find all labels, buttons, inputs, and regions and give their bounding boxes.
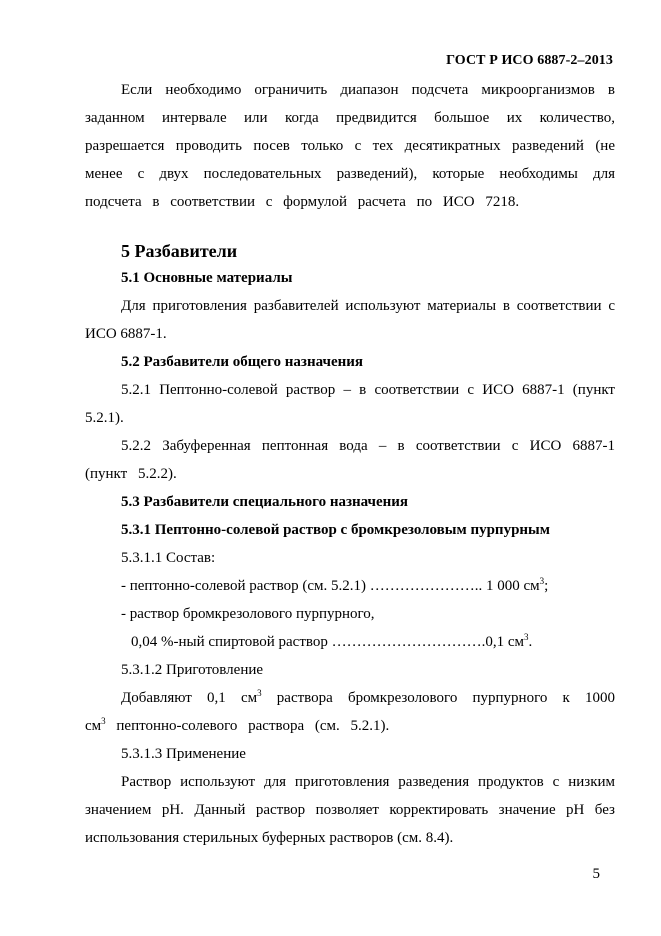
- section-5-3-title: 5.3 Разбавители специального назначения: [121, 494, 409, 510]
- section-5-2-1-text: 5.2.1 Пептонно-солевой раствор – в соответствии с ИСО 6887-1 (пункт 5.2.1).: [85, 382, 615, 426]
- composition-item-2-sup: 3: [524, 632, 529, 642]
- section-5-3-1-3-text: Раствор используют для приготовления разведения продуктов с низким значением pH. Данный раствор позволяет корректировать значение pH без использования стерильных буферных растворов (см. 8.4).: [85, 774, 615, 846]
- section-5-title: 5 Разбавители: [121, 241, 238, 261]
- composition-item-2: - раствор бромкрезолового пурпурного,: [121, 606, 375, 622]
- section-5-3-1-2-label: 5.3.1.2 Приготовление: [121, 662, 264, 678]
- section-5-3-1-2-text: [85, 684, 615, 740]
- section-5-3-1-3-label: 5.3.1.3 Применение: [121, 746, 246, 762]
- prep-sup-b: 3: [101, 716, 106, 726]
- composition-item-1-sup: 3: [539, 576, 545, 586]
- section-5-3-1-title: 5.3.1 Пептонно-солевой раствор с бромкрезоловым пурпурным: [121, 522, 550, 538]
- composition-item-1: [85, 572, 615, 600]
- section-5-1-text: Для приготовления разбавителей используют материалы в соответствии с ИСО 6887-1.: [85, 298, 615, 342]
- prep-text-a: Добавляют 0,1 см: [121, 690, 258, 706]
- section-5-2-title: 5.2 Разбавители общего назначения: [121, 354, 364, 370]
- composition-item-1-text: - пептонно-солевой раствор (см. 5.2.1) ………………….. 1 000 см: [121, 578, 540, 594]
- composition-item-2-cont-text: 0,04 %-ный спиртовой раствор ………………………….0,1 см: [131, 634, 525, 650]
- composition-item-2-end: .: [528, 634, 533, 650]
- section-5-2-2-text: 5.2.2 Забуференная пептонная вода – в соответствии с ИСО 6887-1 (пункт 5.2.2).: [85, 438, 615, 482]
- composition-item-2-cont: [85, 628, 615, 656]
- document-header: ГОСТ Р ИСО 6887-2–2013: [446, 53, 613, 68]
- document-body: [85, 76, 615, 852]
- prep-sup-a: 3: [257, 688, 262, 698]
- section-5-3-1-1-label: 5.3.1.1 Состав:: [121, 550, 216, 566]
- intro-paragraph: Если необходимо ограничить диапазон подсчета микроорганизмов в заданном интервале или когда предвидится большое их количество, разрешается проводить посев только с тех десятикратных разведений (не менее с двух последовательных разведений), которые необходимы для подсчета в соответствии с формулой расчета по ИСО 7218.: [85, 82, 615, 210]
- prep-text-c: пептонно-солевого раствора (см. 5.2.1).: [105, 718, 390, 734]
- composition-item-1-end: ;: [544, 578, 549, 594]
- prep-text-b: раствора бромкрезолового пурпурного к 1000 см: [85, 690, 615, 734]
- section-5-1-title: 5.1 Основные материалы: [121, 270, 293, 286]
- page-number: 5: [592, 866, 600, 882]
